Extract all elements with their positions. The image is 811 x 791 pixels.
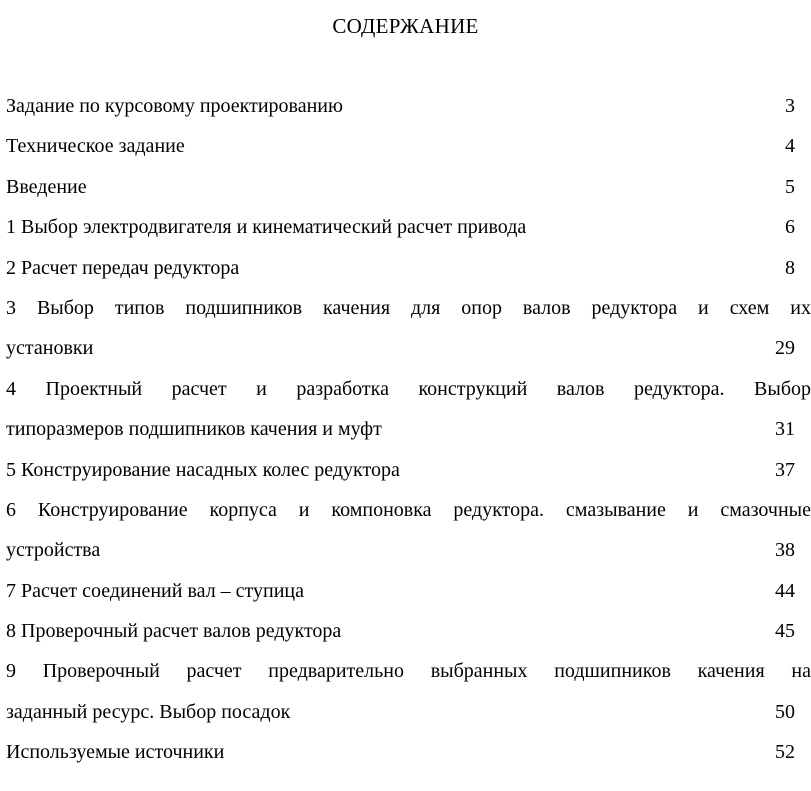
toc-entry-section-8 xyxy=(6,617,811,657)
toc-entry-introduction xyxy=(6,173,811,213)
toc-entry-section-5 xyxy=(6,456,811,496)
toc-entry-text: Задание по курсовому проектированию xyxy=(6,95,343,117)
toc-entry-text: 3 Выбор типов подшипников качения для опор валов редуктора и схем их xyxy=(6,296,811,319)
toc-entry-page: 52 xyxy=(775,741,795,764)
toc-entry-technical-task xyxy=(6,132,811,172)
toc-entry-text: Введение xyxy=(6,175,87,198)
toc-entry-page: 29 xyxy=(775,337,795,360)
toc-entry-section-7 xyxy=(6,577,811,617)
toc-entry-text: 8 Проверочный расчет валов редуктора xyxy=(6,620,342,643)
toc-entry-page: 3 xyxy=(785,95,795,117)
toc-entry-text: 5 Конструирование насадных колес редуктора xyxy=(6,458,400,481)
toc-entry-page: 4 xyxy=(785,135,795,158)
toc-entry-text: заданный ресурс. Выбор посадок xyxy=(6,700,291,723)
toc-entry-section-9-line-1 xyxy=(6,657,811,697)
toc-entry-text: 2 Расчет передач редуктора xyxy=(6,256,240,279)
toc-entry-sources xyxy=(6,738,811,778)
toc-entry-text: типоразмеров подшипников качения и муфт xyxy=(6,418,382,441)
toc-entry-text: 4 Проектный расчет и разработка конструкций валов редуктора. Выбор xyxy=(6,377,811,400)
toc-entry-page: 45 xyxy=(775,620,795,643)
toc-entry-text: 6 Конструирование корпуса и компоновка редуктора. смазывание и смазочные xyxy=(6,498,811,521)
toc-entry-section-3-line-1 xyxy=(6,294,811,334)
toc-entry-page: 31 xyxy=(775,418,795,441)
toc-entry-section-4-line-2 xyxy=(6,415,811,455)
toc-entry-page: 6 xyxy=(785,216,795,239)
toc-entry-text: 9 Проверочный расчет предварительно выбранных подшипников качения на xyxy=(6,660,811,683)
toc-entry-section-1 xyxy=(6,213,811,253)
toc-entry-page: 50 xyxy=(775,700,795,723)
toc-entry-page: 44 xyxy=(775,579,795,602)
toc-entry-section-4-line-1 xyxy=(6,375,811,415)
toc-entry-page: 37 xyxy=(775,458,795,481)
page-title: СОДЕРЖАНИЕ xyxy=(332,14,479,38)
toc-entry-assignment xyxy=(6,92,811,132)
toc-entry-text: установки xyxy=(6,337,94,360)
toc-entry-page: 8 xyxy=(785,256,795,279)
toc-entry-section-3-line-2 xyxy=(6,334,811,374)
toc-entry-text: 7 Расчет соединений вал – ступица xyxy=(6,579,305,602)
table-of-contents xyxy=(6,92,811,779)
toc-entry-text: устройства xyxy=(6,539,101,562)
toc-entry-section-9-line-2 xyxy=(6,698,811,738)
toc-entry-page: 5 xyxy=(785,175,795,198)
toc-entry-text: Техническое задание xyxy=(6,135,185,158)
toc-entry-page: 38 xyxy=(775,539,795,562)
toc-entry-section-6-line-1 xyxy=(6,496,811,536)
toc-entry-section-6-line-2 xyxy=(6,536,811,576)
toc-entry-text: Используемые источники xyxy=(6,741,225,764)
toc-entry-text: 1 Выбор электродвигателя и кинематический расчет привода xyxy=(6,216,527,239)
toc-entry-section-2 xyxy=(6,254,811,294)
